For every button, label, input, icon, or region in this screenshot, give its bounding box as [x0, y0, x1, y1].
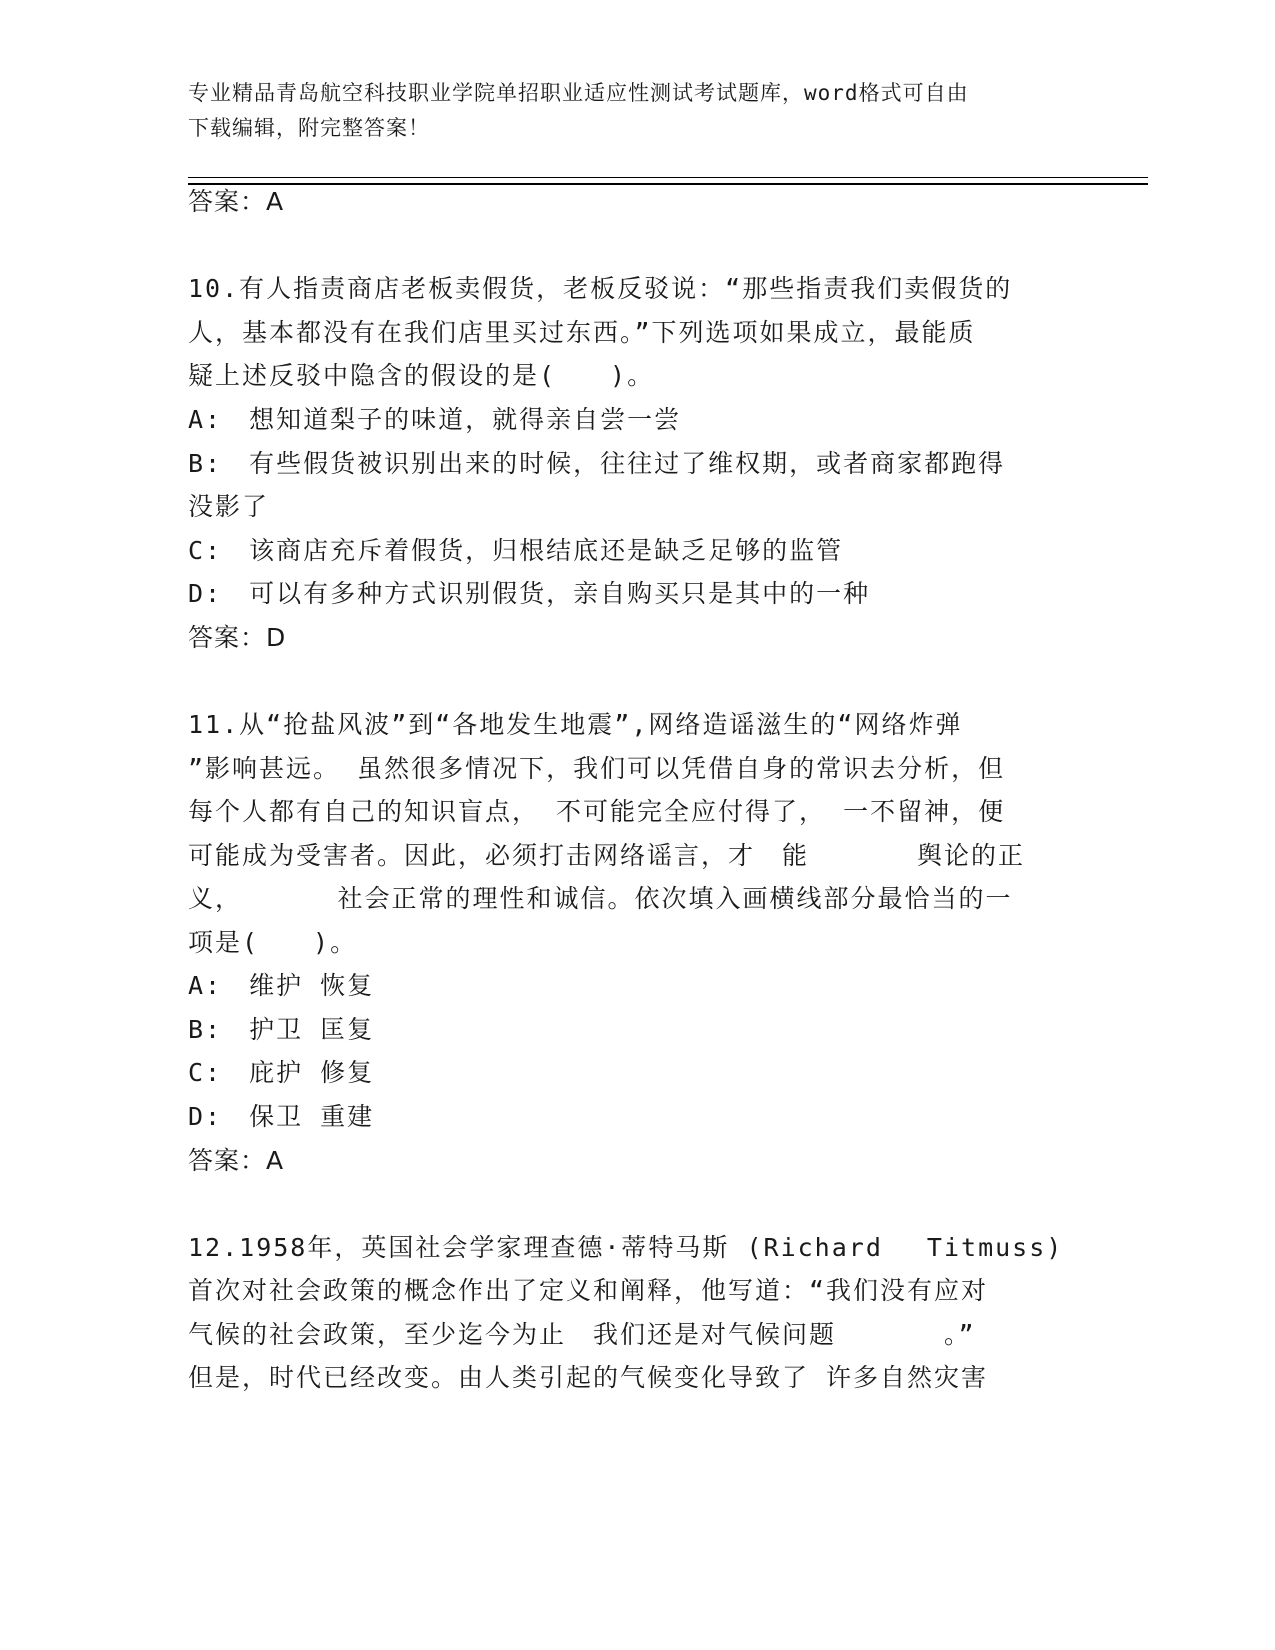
- q11-option-a: A: 维护 恢复: [188, 971, 375, 1000]
- q12-text-line-4: 但是，时代已经改变。由人类引起的气候变化导致了 许多自然灾害: [188, 1363, 989, 1392]
- q11-text-line-1: 11.从“抢盐风波”到“各地发生地震”,网络造谣滋生的“网络炸弹: [188, 710, 963, 739]
- q12-text-line-1: 12.1958年，英国社会学家理查德·蒂特马斯 (Richard Titmuss): [188, 1233, 1064, 1262]
- q10-option-b: B: 有些假货被识别出来的时候，往往过了维权期，或者商家都跑得: [188, 449, 1006, 478]
- q11-option-d: D: 保卫 重建: [188, 1102, 375, 1131]
- q11-text-line-2: ”影响甚远。 虽然很多情况下，我们可以凭借自身的常识去分析，但: [188, 754, 1006, 783]
- q10-option-a: A: 想知道梨子的味道，就得亲自尝一尝: [188, 405, 682, 434]
- document-header: [188, 76, 1068, 146]
- q12-text-line-2: 首次对社会政策的概念作出了定义和阐释，他写道：“我们没有应对: [188, 1276, 989, 1305]
- answer-q11: 答案：A: [188, 1146, 285, 1175]
- q11-text-line-6: 项是( )。: [188, 928, 358, 957]
- q10-option-b-cont: 没影了: [188, 492, 270, 521]
- q10-text-line-1: 10.有人指责商店老板卖假货，老板反驳说：“那些指责我们卖假货的: [188, 274, 1013, 303]
- q11-option-c: C: 庇护 修复: [188, 1058, 375, 1087]
- q10-text-line-3: 疑上述反驳中隐含的假设的是( )。: [188, 361, 655, 390]
- q10-text-line-2: 人，基本都没有在我们店里买过东西。”下列选项如果成立，最能质: [188, 318, 976, 347]
- header-divider-thin: [188, 177, 1148, 178]
- q11-option-b: B: 护卫 匡复: [188, 1015, 375, 1044]
- q12-text-line-3: 气候的社会政策，至少迄今为止 我们还是对气候问题 。”: [188, 1320, 976, 1349]
- q10-option-c: C: 该商店充斥着假货，归根结底还是缺乏足够的监管: [188, 536, 844, 565]
- header-line-1: 专业精品青岛航空科技职业学院单招职业适应性测试考试题库，word格式可自由: [188, 81, 969, 105]
- header-divider-thick: [188, 183, 1148, 185]
- header-line-2: 下载编辑，附完整答案！: [188, 116, 430, 140]
- q11-text-line-4: 可能成为受害者。因此，必须打击网络谣言，才 能 舆论的正: [188, 841, 1026, 870]
- answer-q9: 答案：A: [188, 187, 285, 216]
- q10-option-d: D: 可以有多种方式识别假货，亲自购买只是其中的一种: [188, 579, 871, 608]
- q11-text-line-3: 每个人都有自己的知识盲点， 不可能完全应付得了， 一不留神，便: [188, 797, 1006, 826]
- answer-q10: 答案：D: [188, 623, 287, 652]
- q11-text-line-5: 义， 社会正常的理性和诚信。依次填入画横线部分最恰当的一: [188, 884, 1013, 913]
